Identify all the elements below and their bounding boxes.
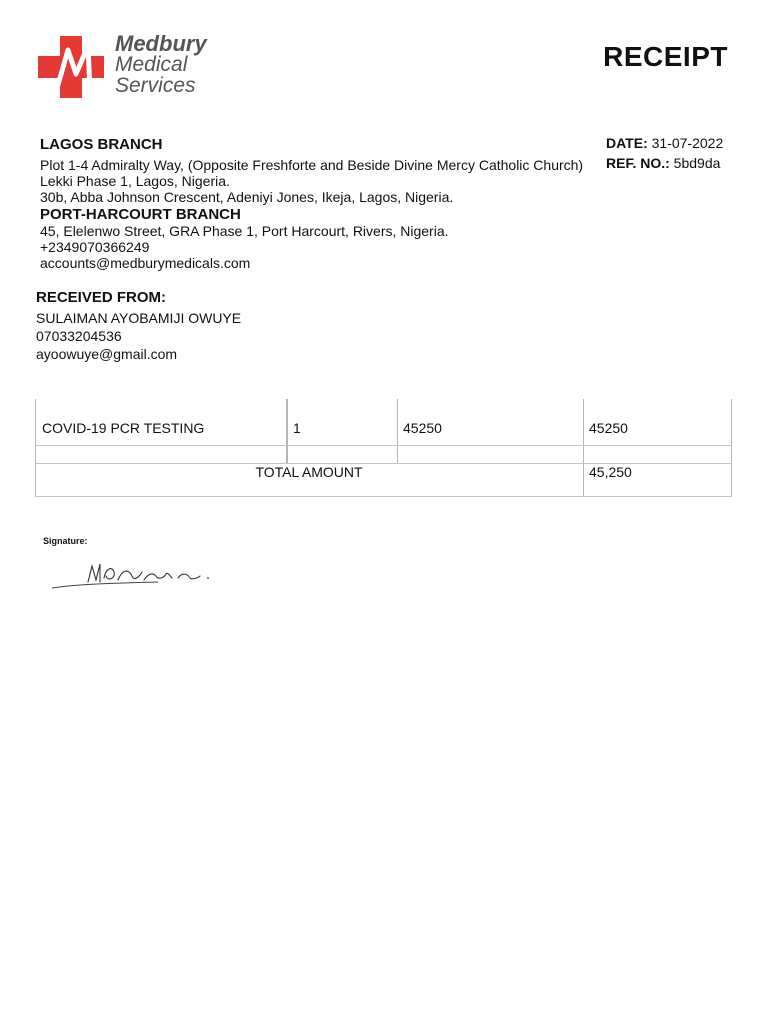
- table-divider-2: [397, 399, 398, 464]
- logo-line-2: Medical: [115, 53, 188, 76]
- logo-line-1: Medbury: [115, 31, 207, 56]
- company-logo-text: [115, 33, 207, 96]
- total-amount-label: TOTAL AMOUNT: [255, 464, 363, 480]
- item-unit-price: 45250: [403, 420, 442, 436]
- customer-name: SULAIMAN AYOBAMIJI OWUYE: [36, 310, 242, 326]
- lagos-address-line-2: Lekki Phase 1, Lagos, Nigeria.: [40, 173, 230, 189]
- signature-label: Signature:: [43, 536, 88, 546]
- date-label: DATE:: [606, 135, 648, 151]
- customer-email: ayoowuye@gmail.com: [36, 346, 178, 362]
- lagos-address-line-3: 30b, Abba Johnson Crescent, Adeniyi Jones, Ikeja, Lagos, Nigeria.: [40, 189, 454, 205]
- ref-value: 5bd9da: [673, 155, 721, 171]
- company-phone: +2349070366249: [40, 239, 150, 255]
- table-divider-3: [583, 399, 584, 497]
- customer-phone: 07033204536: [36, 328, 122, 344]
- items-table: [35, 399, 732, 497]
- receipt-title: RECEIPT: [603, 41, 728, 72]
- table-border-left: [35, 399, 36, 497]
- portharcourt-address: 45, Elelenwo Street, GRA Phase 1, Port Harcourt, Rivers, Nigeria.: [40, 223, 449, 239]
- lagos-address-line-1: Plot 1-4 Admiralty Way, (Opposite Freshforte and Beside Divine Mercy Catholic Church): [40, 157, 584, 173]
- total-amount-value: 45,250: [589, 464, 632, 480]
- company-email: accounts@medburymedicals.com: [40, 255, 251, 271]
- ref-label: REF. NO.:: [606, 155, 670, 171]
- date-field: [606, 135, 723, 151]
- lagos-branch-title: LAGOS BRANCH: [40, 136, 163, 153]
- table-row-line-1: [35, 445, 732, 446]
- table-row-line-3: [35, 496, 732, 497]
- date-value: 31-07-2022: [651, 135, 724, 151]
- portharcourt-branch-title: PORT-HARCOURT BRANCH: [40, 206, 241, 223]
- ref-field: [606, 155, 720, 171]
- item-description: COVID-19 PCR TESTING: [42, 420, 205, 436]
- item-amount: 45250: [589, 420, 628, 436]
- table-divider-1: [286, 399, 288, 464]
- signature-image: [48, 556, 228, 596]
- table-border-right: [731, 399, 732, 497]
- item-quantity: 1: [293, 420, 301, 436]
- received-from-title: RECEIVED FROM:: [36, 289, 167, 306]
- logo-line-3: Services: [115, 74, 196, 97]
- medical-cross-logo-icon: [38, 36, 104, 98]
